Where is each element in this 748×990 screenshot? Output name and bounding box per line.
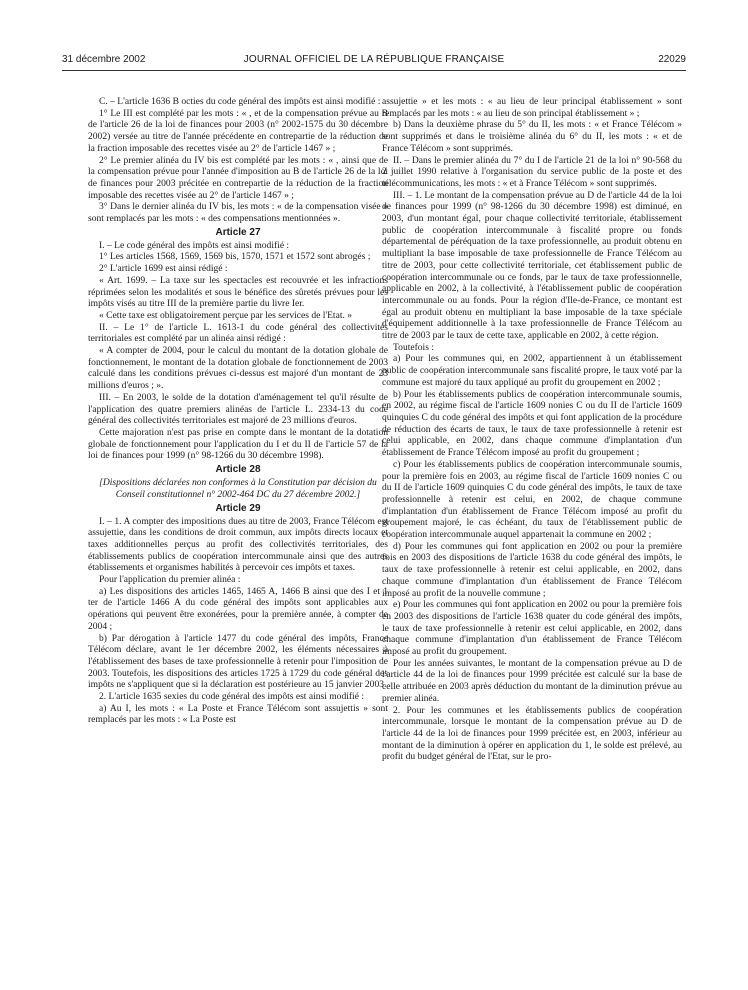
paragraph: « Art. 1699. – La taxe sur les spectacles est recouvrée et les infractions réprimées selon les modalités et sous le bénéfice des sûretés prévues pour les impôts visés au titre III de la première partie du livre Ier.	[88, 274, 388, 310]
paragraph: 2. Pour les communes et les établissements publics de coopération intercommunale, lorsque le montant de la compensation prévue au D de l'article 44 de la loi de finances pour 1999 précitée est, en 2003, inférieur au montant de la diminution à opérer en application du 1, le solde est prélevé, au profit du budget général de l'Etat, sur le pro-	[382, 704, 682, 763]
paragraph: 2° Le premier alinéa du IV bis est complété par les mots : « , ainsi que de la compensation prévue pour l'année d'imposition au B de l'article 26 de la loi de finances pour 2003 précitée en contrepartie de la réduction de la fraction imposable des recettes visée au 2° de l'article 1467 » ;	[88, 154, 388, 201]
paragraph: Pour les années suivantes, le montant de la compensation prévue au D de l'article 44 de la loi de finances pour 1999 précitée est calculé sur la base de celle attribuée en 2003 après déduction du montant de la diminution prévue au premier alinéa.	[382, 657, 682, 704]
journal-title: JOURNAL OFFICIEL DE LA RÉPUBLIQUE FRANÇAISE	[243, 54, 505, 65]
paragraph: Cette majoration n'est pas prise en compte dans le montant de la dotation globale de fonctionnement pour l'application du I et du II de l'article 57 de la loi de finances pour 1999 (n° 98-1266 du 30 décembre 1998).	[88, 426, 388, 462]
paragraph: assujettie » et les mots : « au lieu de leur principal établissement » sont remplacés par les mots : « au lieu de son principal établissement » ;	[382, 96, 682, 119]
right-column	[382, 96, 682, 763]
header-rule	[62, 70, 686, 71]
paragraph: III. – 1. Le montant de la compensation prévue au D de l'article 44 de la loi de finances pour 1999 (n° 98-1266 du 30 décembre 1998) est diminué, en 2003, d'un montant égal, pour chaque collectivité territoriale, établissement public de coopération intercommunale à fiscalité propre ou fonds départemental de péréquation de la taxe professionnelle, au produit obtenu en multipliant la base imposable de taxe professionnelle de France Télécom au titre de 2003, pour cette collectivité territoriale, cet établissement public de coopération intercommunale ou ce fonds, par le taux de taxe professionnelle, applicable en 2002, à la collectivité, à l'établissement public de coopération intercommunale ou au fonds. Pour la région d'Ile-de-France, ce montant est égal au produit obtenu en multipliant la base imposable de la taxe spéciale d'équipement additionnelle à la taxe professionnelle de France Télécom au titre de 2003 par le taux de cette taxe, applicable en 2002, à cette région.	[382, 189, 682, 342]
paragraph: Pour l'application du premier alinéa :	[99, 574, 241, 586]
paragraph: C. – L'article 1636 B octies du code général des impôts est ainsi modifié :	[99, 96, 381, 107]
paragraph: II. – Le 1° de l'article L. 1613-1 du code général des collectivités territoriales est complété par un alinéa ainsi rédigé :	[88, 321, 388, 345]
article-heading: Article 27	[215, 226, 261, 238]
paragraph: 1° Les articles 1568, 1569, 1569 bis, 1570, 1571 et 1572 sont abrogés ;	[99, 251, 371, 263]
paragraph: I. – 1. A compter des impositions dues au titre de 2003, France Télécom est assujettie, dans les conditions de droit commun, aux impôts directs locaux et taxes additionnelles perçus au profit des collectivités territoriales, des établissements publics de coopération intercommunale ainsi que des autres établissements et organismes habilités à percevoir ces impôts et taxes.	[88, 515, 388, 574]
paragraph: b) Dans la deuxième phrase du 5° du II, les mots : « et France Télécom » sont supprimés et dans le troisième alinéa du 6° du II, les mots : « et de France Télécom » sont supprimés.	[382, 119, 682, 154]
paragraph: 2. L'article 1635 sexies du code général des impôts est ainsi modifié :	[99, 691, 364, 703]
paragraph: III. – En 2003, le solde de la dotation d'aménagement tel qu'il résulte de l'application des quatre premiers alinéas de l'article L. 2334-13 du code général des collectivités territoriales est majoré de 23 millions d'euros.	[88, 391, 388, 427]
paragraph: 1° Le III est complété par les mots : « , et de la compensation prévue au B de l'article 26 de la loi de finances pour 2003 (n° 2002-1575 du 30 décembre 2002) versée au titre de l'année précédente en contrepartie de la réduction de la fraction imposable des recettes visée au 2° de l'article 1467 » ;	[88, 107, 388, 154]
paragraph: « A compter de 2004, pour le calcul du montant de la dotation globale de fonctionnement, le montant de la dotation globale de fonctionnement de 2003 calculé dans les conditions prévues ci-dessus est majoré d'un montant de 23 millions d'euros ; ».	[88, 345, 388, 392]
paragraph: d) Pour les communes qui font application en 2002 ou pour la première fois en 2003 des dispositions de l'article 1638 du code général des impôts, le taux de taxe professionnelle à retenir est celui applicable, en 2002, dans chaque commune d'implantation d'un établissement de France Télécom imposé au profit de la nouvelle commune ;	[382, 540, 682, 599]
paragraph: « Cette taxe est obligatoirement perçue par les services de l'Etat. »	[99, 309, 353, 321]
paragraph: 2° L'article 1699 est ainsi rédigé :	[99, 263, 228, 275]
paragraph: a) Les dispositions des articles 1465, 1465 A, 1466 B ainsi que des I et 1 ter de l'article 1466 A du code général des impôts sont applicables aux opérations qui peuvent être exonérées, pour la première année, à compter de 2004 ;	[88, 585, 388, 632]
paragraph: e) Pour les communes qui font application en 2002 ou pour la première fois en 2003 des dispositions de l'article 1638 quater du code général des impôts, le taux de taxe professionnelle à retenir est celui applicable, en 2002, dans chaque commune d'implantation d'un établissement de France Télécom imposé au profit du groupement.	[382, 599, 682, 658]
page-number: 22029	[658, 54, 686, 65]
article-heading: Article 29	[215, 502, 261, 514]
paragraph: b) Pour les établissements publics de coopération intercommunale soumis, en 2002, au régime fiscal de l'article 1609 nonies C ou du II de l'article 1609 quinquies C du code général des impôts et qui font application de la procédure de réduction des écarts de taux, le taux de taxe professionnelle à retenir est celui applicable, en 2002, dans chaque commune d'implantation d'un établissement de France Télécom imposé au profit du groupement ;	[382, 388, 682, 459]
paragraph: a) Pour les communes qui, en 2002, appartiennent à un établissement public de coopération intercommunale sans fiscalité propre, le taux voté par la commune est majoré du taux appliqué au profit du groupement en 2002 ;	[382, 353, 682, 388]
page-header	[62, 54, 686, 68]
left-column	[88, 96, 388, 726]
decision-note: [Dispositions déclarées non conformes à la Constitution par décision du Conseil constitutionnel n° 2002-464 DC du 27 décembre 2002.]	[99, 477, 377, 500]
paragraph: I. – Le code général des impôts est ainsi modifié :	[99, 239, 290, 251]
paragraph: a) Au I, les mots : « La Poste et France Télécom sont assujettis » sont remplacés par les mots : « La Poste est	[88, 702, 388, 726]
paragraph: Toutefois :	[393, 341, 434, 353]
paragraph: 3° Dans le dernier alinéa du IV bis, les mots : « de la compensation visée » sont remplacés par les mots : « des compensations mentionnées ».	[88, 201, 388, 225]
paragraph: b) Par dérogation à l'article 1477 du code général des impôts, France Télécom déclare, avant le 1er décembre 2002, les éléments nécessaires à l'établissement des bases de taxe professionnelle à retenir pour l'imposition de 2003. Toutefois, les dispositions des articles 1725 à 1729 du code général des impôts ne s'appliquent que si la déclaration est postérieure au 15 janvier 2003.	[88, 632, 388, 691]
article-heading: Article 28	[215, 464, 261, 476]
header-date: 31 décembre 2002	[62, 54, 146, 65]
text-columns	[62, 96, 686, 984]
paragraph: c) Pour les établissements publics de coopération intercommunale soumis, pour la première fois en 2003, au régime fiscal de l'article 1609 nonies C ou du II de l'article 1609 quinquies C du code général des impôts, le taux de taxe professionnelle à retenir est celui, en 2002, de chaque commune d'implantation d'un établissement de France Télécom imposé au profit du groupement majoré, le cas échéant, du taux de l'établissement public de coopération intercommunale auquel appartenait la commune en 2002 ;	[382, 458, 682, 541]
paragraph: II. – Dans le premier alinéa du 7° du I de l'article 21 de la loi n° 90-568 du 2 juillet 1990 relative à l'organisation du service public de la poste et des télécommunications, les mots : « et à France Télécom » sont supprimés.	[382, 154, 682, 189]
